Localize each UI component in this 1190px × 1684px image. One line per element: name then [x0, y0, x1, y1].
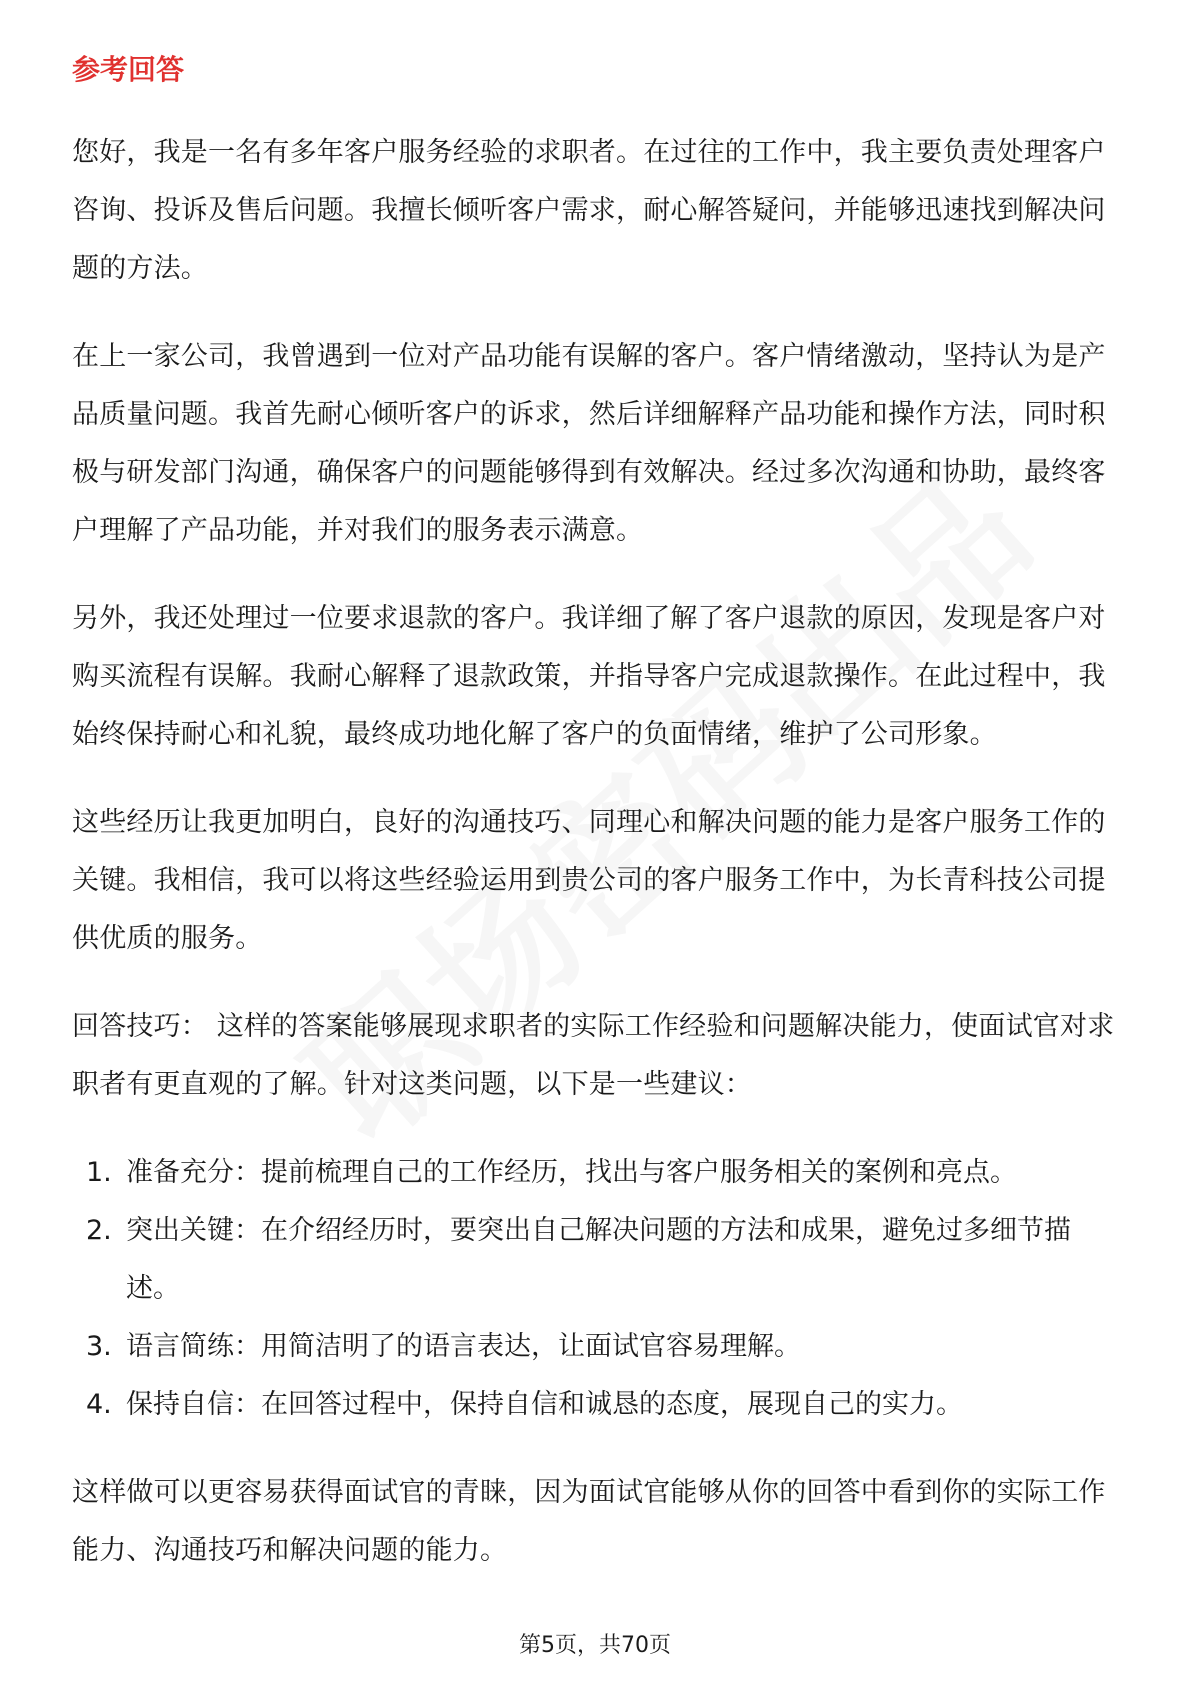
tip-text: 保持自信：在回答过程中，保持自信和诚恳的态度，展现自己的实力。 [126, 1389, 963, 1420]
tip-item [72, 1202, 1122, 1318]
tip-number: 3. [86, 1331, 112, 1362]
paragraph-example-1: 在上一家公司，我曾遇到一位对产品功能有误解的客户。客户情绪激动，坚持认为是产品质量问题。我首先耐心倾听客户的诉求，然后详细解释产品功能和操作方法，同时积极与研发部门沟通，确保客户的问题能够得到有效解决。经过多次沟通和协助，最终客户理解了产品功能，并对我们的服务表示满意。 [72, 341, 1106, 546]
tip-number: 4. [86, 1389, 112, 1420]
tip-item [72, 1376, 1122, 1434]
paragraph-tips-intro: 回答技巧： 这样的答案能够展现求职者的实际工作经验和问题解决能力，使面试官对求职者有更直观的了解。针对这类问题，以下是一些建议： [72, 1011, 1115, 1100]
tip-text: 准备充分：提前梳理自己的工作经历，找出与客户服务相关的案例和亮点。 [126, 1157, 1017, 1188]
paragraph-summary: 这些经历让我更加明白，良好的沟通技巧、同理心和解决问题的能力是客户服务工作的关键。我相信，我可以将这些经验运用到贵公司的客户服务工作中，为长青科技公司提供优质的服务。 [72, 807, 1106, 954]
page-number: 第5页，共70页 [519, 1633, 671, 1658]
tip-item [72, 1318, 1122, 1376]
paragraph-closing: 这样做可以更容易获得面试官的青睐，因为面试官能够从你的回答中看到你的实际工作能力、沟通技巧和解决问题的能力。 [72, 1477, 1106, 1566]
tip-number: 1. [86, 1157, 112, 1188]
tip-number: 2. [86, 1215, 112, 1246]
paragraph-example-2: 另外，我还处理过一位要求退款的客户。我详细了解了客户退款的原因，发现是客户对购买流程有误解。我耐心解释了退款政策，并指导客户完成退款操作。在此过程中，我始终保持耐心和礼貌，最终成功地化解了客户的负面情绪，维护了公司形象。 [72, 603, 1106, 750]
tip-item [72, 1144, 1122, 1202]
document-content [72, 50, 1122, 1610]
section-heading: 参考回答 [72, 53, 185, 86]
tip-text: 语言简练：用简洁明了的语言表达，让面试官容易理解。 [126, 1331, 801, 1362]
tip-text: 突出关键：在介绍经历时，要突出自己解决问题的方法和成果，避免过多细节描述。 [126, 1215, 1071, 1304]
tips-list [72, 1144, 1122, 1434]
paragraph-intro: 您好，我是一名有多年客户服务经验的求职者。在过往的工作中，我主要负责处理客户咨询、投诉及售后问题。我擅长倾听客户需求，耐心解答疑问，并能够迅速找到解决问题的方法。 [72, 137, 1106, 284]
